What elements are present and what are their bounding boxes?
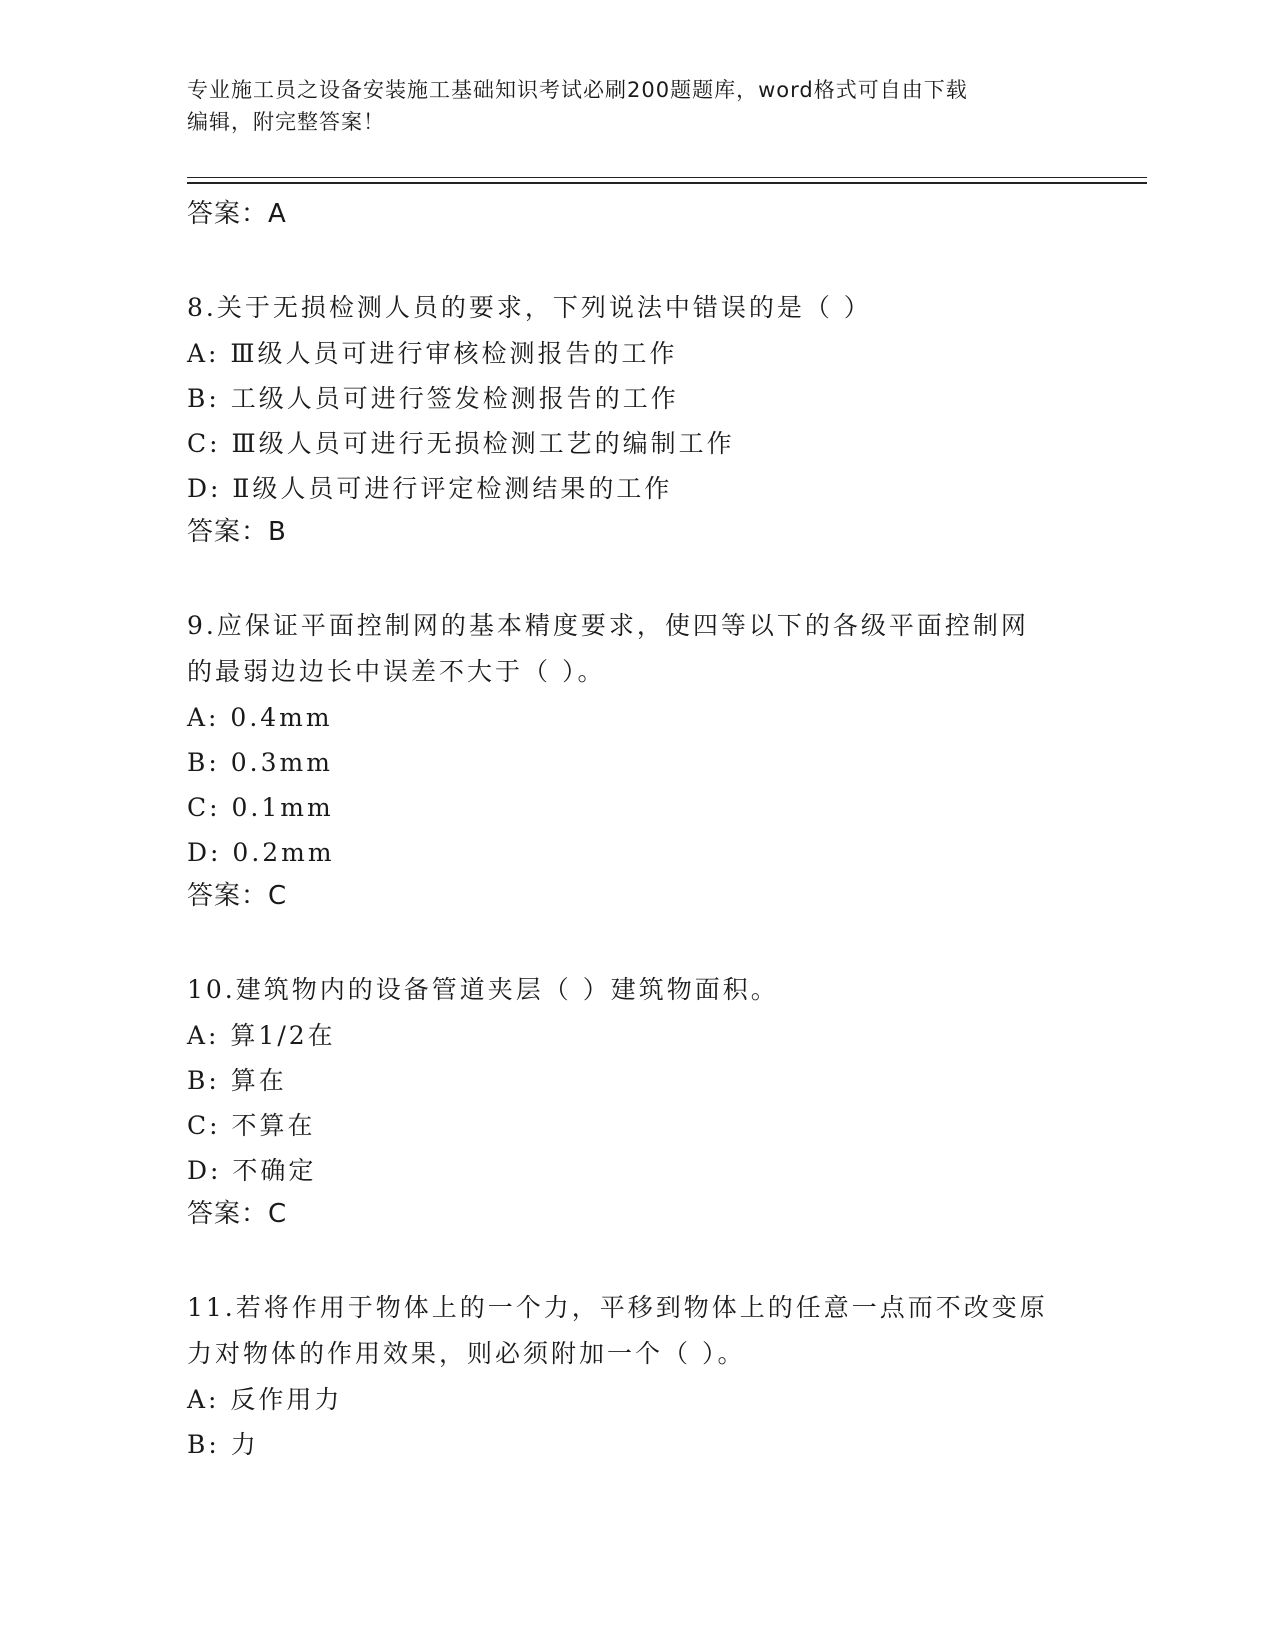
question-block-8 — [187, 285, 1087, 553]
header-line-1: 专业施工员之设备安装施工基础知识考试必刷200题题库，word格式可自由下载 — [187, 78, 968, 102]
question-8-option-b: B: 工级人员可进行签发检测报告的工作 — [187, 384, 679, 413]
question-10-option-c: C: 不算在 — [187, 1111, 316, 1140]
question-10-text: 10.建筑物内的设备管道夹层（ ）建筑物面积。 — [187, 975, 779, 1004]
answer-7: 答案：A — [187, 199, 287, 229]
spacer — [187, 235, 1087, 285]
answer-9: 答案：C — [187, 881, 288, 911]
question-11-option-a: A: 反作用力 — [187, 1385, 343, 1414]
question-10-option-d: D: 不确定 — [187, 1156, 317, 1185]
header-line-2: 编辑，附完整答案！ — [187, 110, 385, 134]
question-11-text-line-1: 11.若将作用于物体上的一个力，平移到物体上的任意一点而不改变原 — [187, 1293, 1048, 1322]
question-8-text: 8.关于无损检测人员的要求，下列说法中错误的是（ ） — [187, 293, 872, 322]
document-header — [187, 74, 1067, 138]
question-9-text-line-2: 的最弱边边长中误差不大于（ ）。 — [187, 657, 606, 686]
spacer — [187, 1235, 1087, 1285]
question-9-text-line-1: 9.应保证平面控制网的基本精度要求，使四等以下的各级平面控制网 — [187, 611, 1029, 640]
question-8-option-a: A: Ⅲ级人员可进行审核检测报告的工作 — [187, 339, 678, 368]
question-9-option-b: B: 0.3mm — [187, 748, 333, 777]
question-9-option-c: C: 0.1mm — [187, 793, 334, 822]
spacer — [187, 553, 1087, 603]
question-10-option-b: B: 算在 — [187, 1066, 287, 1095]
question-9-option-a: A: 0.4mm — [187, 703, 333, 732]
header-rule-thick — [187, 182, 1147, 184]
question-8-option-c: C: Ⅲ级人员可进行无损检测工艺的编制工作 — [187, 429, 735, 458]
spacer — [187, 917, 1087, 967]
question-block-11 — [187, 1285, 1087, 1467]
question-block-9 — [187, 603, 1087, 917]
question-9-option-d: D: 0.2mm — [187, 838, 335, 867]
question-block-10 — [187, 967, 1087, 1235]
answer-10: 答案：C — [187, 1199, 288, 1229]
question-10-option-a: A: 算1/2在 — [187, 1021, 336, 1050]
question-11-option-b: B: 力 — [187, 1430, 259, 1459]
question-8-option-d: D: Ⅱ级人员可进行评定检测结果的工作 — [187, 474, 673, 503]
answer-8: 答案：B — [187, 517, 287, 547]
document-body — [187, 193, 1087, 1467]
question-11-text-line-2: 力对物体的作用效果，则必须附加一个（ ）。 — [187, 1339, 746, 1368]
header-rule-thin — [187, 177, 1147, 178]
